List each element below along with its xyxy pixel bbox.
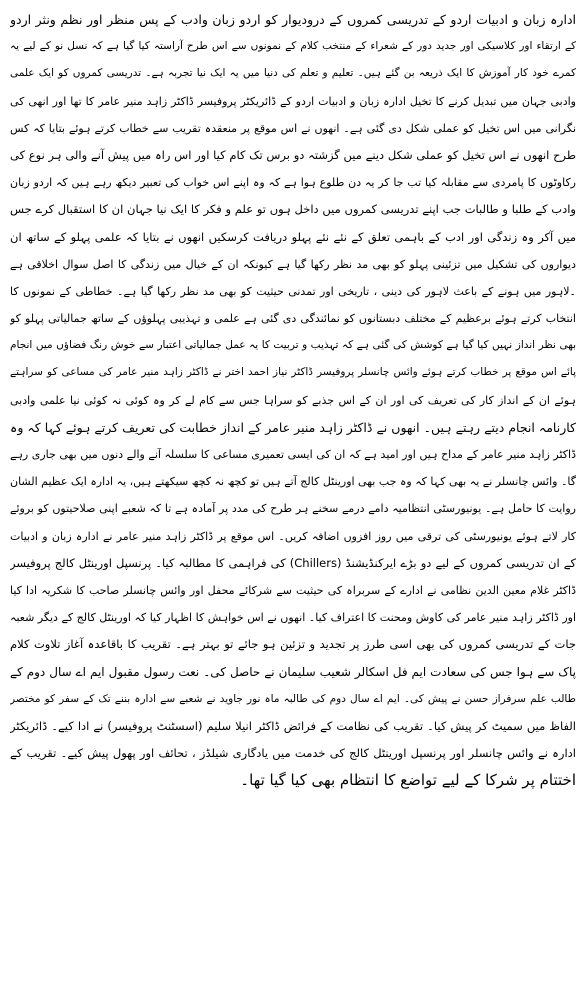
text-line: جات کے تدریسی کمروں کی بھی اسی طرز پر تجدید و تزئین ہو جائے تو بہتر ہے۔ تقریب کا باقاعدہ آغاز تلاوت کلام: [10, 637, 576, 652]
text-line: ادارہ نے وائس چانسلر اور پرنسپل اورینٹل کالج کی خدمت میں یادگاری شیلڈز ، تحائف اور پھول پیش کیے۔ تقریب کے: [10, 746, 576, 761]
text-line: وادب کے طلبا و طالبات جب اپنے تدریسی کمروں میں داخل ہوں تو علم و فکر کا ایک نیا جہان ان کا استقبال کرے جس: [10, 202, 576, 217]
text-line: گا۔ وائس چانسلر نے یہ بھی کہا کہ وہ جب بھی اورینٹل کالج آتے ہیں تو کچھ نہ کچھ سیکھتے ہیں، یہ ادارہ ایک عظیم الشان: [10, 475, 576, 489]
text-line: پائے اس موقع پر خطاب کرتے ہوئے وائس چانسلر پروفیسر ڈاکٹر نیاز احمد اختر نے ڈاکٹر زاہد منیر عامر کی مساعی کو سراہتے: [10, 366, 576, 379]
text-line: روایت کا حامل ہے۔ یونیورسٹی انتظامیہ دامے درمے سخنے ہر طرح کی مدد پر آمادہ ہے تا کہ شعبے اپنی صلاحیتوں کو بروئے: [10, 502, 576, 516]
text-line: بھی نظر انداز نہیں کیا گیا ہے کوشش کی گئی ہے کہ تہذیب و تربیت کا یہ عمل جمالیاتی اعتبار سے خوش رنگ فضاؤں میں انجام: [10, 339, 576, 352]
text-line: کار لاتے ہوئے یونیورسٹی کی ترقی میں روز افزوں اضافہ کریں۔ اس موقع پر ڈاکٹر زاہد منیر عامر نے ادارہ زبان و ادبیات: [10, 529, 576, 543]
text-line: کے ان تدریسی کمروں کے لیے دو بڑے ایرکنڈیشنڈ (Chillers) کی فراہمی کا مطالبہ کیا۔ پرنسپل اورینٹل کالج پروفیسر: [10, 555, 576, 570]
text-line: پاک سے ہوا جس کی سعادت ایم فل اسکالر شعیب سلیمان نے حاصل کی۔ نعت رسول مقبول ایم اے سال دوم کے: [10, 664, 576, 679]
text-line: کمرے خود کار آموزش کا ایک ذریعہ بن گئے ہیں۔ تعلیم و تعلم کی دنیا میں یہ ایک نیا تجربہ ہے۔ تدریسی کمروں کو ایک علمی: [10, 67, 576, 80]
text-line: الفاظ میں سمیٹ کر پیش کیا۔ تقریب کی نظامت کے فرائض ڈاکٹر انیلا سلیم (اسسٹنٹ پروفیسر) نے ادا کیے۔ ڈائریکٹر: [10, 718, 576, 733]
text-line: رکاوٹوں کا پامردی سے مقابلہ کیا تب جا کر یہ دن طلوع ہوا ہے کہ وہ اپنے اس خواب کی تعبیر دیکھ رہے ہیں کہ اردو زبان: [10, 176, 576, 190]
text-line: اور ڈاکٹر زاہد منیر عامر کی کاوش ومحنت کا اعتراف کیا۔ انھوں نے اس خواہش کا اظہار کیا کہ اورینٹل کالج کے دیگر شعبہ: [10, 611, 576, 625]
text-line: میں آکر وہ زندگی اور ادب کے باہمی تعلق کے نئے نئے پہلو دریافت کرسکیں انھوں نے بتایا کہ علمی پہلو کے ساتھ ان: [10, 229, 576, 244]
text-line: ادارہ زبان و ادبیات اردو کے تدریسی کمروں کے درودیوار کو اردو زبان وادب کے پس منظر اور نظم ونثر اردو: [10, 12, 576, 27]
text-line: نگرانی میں اس تخیل کو عملی شکل دی گئی ہے۔ انھوں نے اس موقع پر منعقدہ تقریب سے خطاب کرتے ہوئے بتایا کہ کس: [10, 121, 576, 135]
text-line: طرح انھوں نے اس تخیل کو عملی شکل دینے میں گزشتہ دو برس تک کام کیا اور اس راہ میں پیش آنے والی ہر نوع کی: [10, 147, 576, 162]
text-line: وادبی جہان میں تبدیل کرنے کا تخیل ادارہ زبان و ادبیات اردو کے ڈائریکٹر پروفیسر ڈاکٹر زاہد منیر عامر کا تھا اور انھی کی: [10, 94, 576, 108]
text-line: ڈاکٹر زاہد منیر عامر کے مداح ہیں اور امید ہے کہ ان کی ایسی تعمیری مساعی کا سلسلہ آنے والے دنوں میں بھی جاری رہے: [10, 448, 576, 461]
text-line: طالب علم سرفراز حسن نے پیش کی۔ ایم اے سال دوم کی طالبہ ماہ نور جاوید نے شعبے سے ادارہ بننے تک کے سفر کو مختصر: [10, 692, 576, 705]
text-line: کے ارتقاء اور کلاسیکی اور جدید دور کے شعراء کے منتخب کلام کے نمونوں سے اس طرح آراستہ کیا گیا ہے کہ نسل نو کے لیے یہ: [10, 40, 576, 53]
article-body: [10, 6, 576, 794]
text-line: ہوئے ان کے انداز کار کی تعریف کی اور ان کے اس جذبے کو سراہا جس سے کام لے کر وہ کوئی نہ کوئی نیا علمی وادبی: [10, 393, 576, 407]
text-line: ۔لاہور میں ہونے کے باعث لاہور کی دینی ، تاریخی اور تمدنی حیثیت کو بھی مد نظر رکھا گیا ہے۔ خطاطی کے نمونوں کا: [10, 284, 576, 298]
text-line: اختتام پر شرکا کے لیے تواضع کا انتظام بھی کیا گیا تھا۔: [240, 771, 576, 790]
text-line: دیواروں کی تشکیل میں تزئینی پہلو کو بھی مد نظر رکھا گیا ہے کیونکہ ان کے خیال میں زندگی کا اصل سوال اخلاقی ہے: [10, 257, 576, 271]
text-line: کارنامہ انجام دیتے رہتے ہیں۔ انھوں نے ڈاکٹر زاہد منیر عامر کے انداز خطابت کی تعریف کرتے ہوئے کہا کہ وہ: [10, 419, 576, 435]
text-line: ڈاکٹر غلام معین الدین نظامی نے ادارے کے سربراہ کی حیثیت سے شرکائے محفل اور وائس چانسلر صاحب کا شکریہ ادا کیا: [10, 583, 576, 597]
text-line: انتخاب کرتے ہوئے برعظیم کے مختلف دبستانوں کو نمائندگی دی گئی ہے علمی و تہذیبی پہلوؤں کے ساتھ جمالیاتی پہلو کو: [10, 312, 576, 326]
